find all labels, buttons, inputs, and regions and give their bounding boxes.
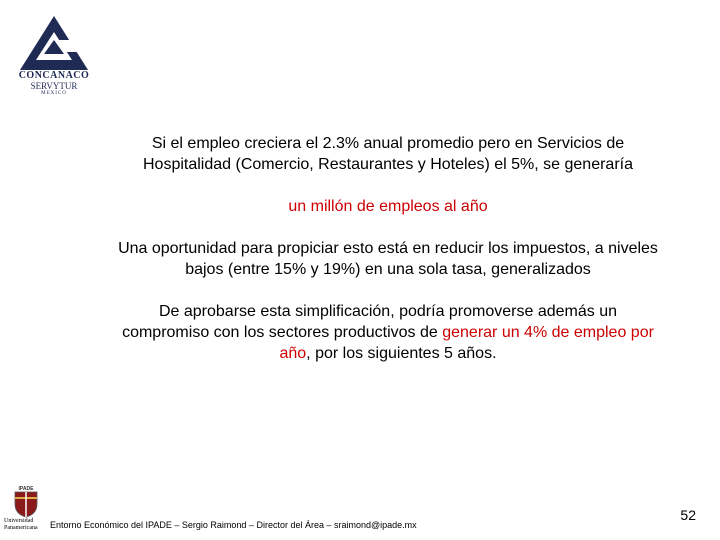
concanaco-logo — [14, 14, 94, 104]
slide-body — [118, 133, 658, 364]
p4-highlight: generar un 4% de empleo por año — [279, 324, 654, 362]
concanaco-emblem — [14, 14, 94, 72]
highlight-million-jobs: un millón de empleos al año — [288, 198, 488, 215]
ipade-crest-icon — [12, 484, 40, 518]
paragraph-employment-growth: Si el empleo creciera el 2.3% anual promedio pero en Servicios de Hospitalidad (Comercio, Restaurantes y Hoteles) el 5%, se generaría — [142, 135, 633, 173]
logo-country: MEXICO — [41, 91, 67, 96]
p4-end: , por los siguientes 5 años. — [306, 345, 497, 362]
paragraph-tax-opportunity: Una oportunidad para propiciar esto está en reducir los impuestos, a niveles bajos (entre 15% y 19%) en una sola tasa, generalizados — [118, 240, 658, 278]
logo-subtitle: SERVYTUR — [30, 81, 78, 91]
university-label: Universidad Panamericana — [4, 518, 38, 531]
logo-name: CONCANACO — [18, 70, 90, 81]
page-number: 52 — [680, 507, 696, 523]
crest-label: IPADE — [18, 486, 34, 492]
p4-start: De aprobarse esta simplificación, podría promoverse además un compromiso con los sectores productivos de — [122, 303, 617, 341]
footer-text: Entorno Económico del IPADE – Sergio Raimond – Director del Área – sraimond@ipade.mx — [50, 520, 417, 530]
paragraph-simplification — [118, 301, 658, 364]
